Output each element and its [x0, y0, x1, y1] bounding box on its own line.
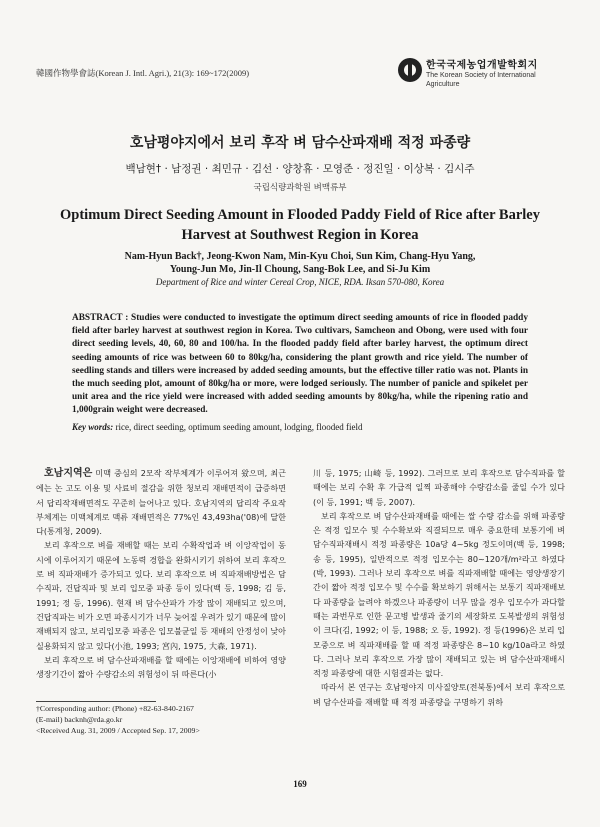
- abstract: ABSTRACT : Studies were conducted to investigate the optimum direct seeding amounts of rice in flooded paddy field after barley harvest at southwest region in Korea. Two cultivars, Samcheon and Obong, were used with four direct seeding levels, 40, 60, 80 and 100/ha. In the flooded paddy field after barley harvest, the optimum direct seeding amounts of rice was between 60 to 80kg/ha, considering the plant growth and rice yield. The number of seedling stands and tillers were increased by added seeding amounts, but the effective tiller ratio was not. Plants in the much seeding plot, amount of 80kg/ha or more, were lodged seriously. The number of panicle and spikelet per unit area and the rice yield were increased with added seeding amounts by 80kg/ha, while the ripening ratio and 1,000grain weight were decreased.: [72, 313, 528, 416]
- author-email: (E-mail) backnh@rda.go.kr: [36, 715, 123, 724]
- society-name-en: The Korean Society of International Agriculture: [426, 72, 536, 88]
- korean-title: 호남평야지에서 보리 후작 벼 담수산파재배 적정 파종량: [129, 135, 471, 151]
- body-column-left: [36, 466, 286, 681]
- society-block: [398, 56, 568, 96]
- journal-reference: 韓國作物學會誌(Korean J. Intl. Agri.), 21(3): 169~172(2009): [36, 68, 250, 78]
- body-paragraph: [36, 466, 286, 538]
- body-column-right: [313, 466, 565, 709]
- korean-authors: 백남현† · 남정권 · 최민규 · 김선 · 양창휴 · 모영준 · 정진일 · 이상복 · 김시주: [125, 163, 475, 175]
- keywords-label: Key words:: [72, 422, 114, 432]
- body-paragraph: 川 등, 1975; 山崎 등, 1992). 그러므로 보리 후작으로 담수직파를 할 때에는 보리 수확 후 가급적 일찍 파종해야 수량감소를 줄일 수가 있다(이 등, 1991; 백 등, 2007).: [313, 468, 565, 507]
- page-number: 169: [293, 779, 307, 789]
- english-authors-line-1: Nam-Hyun Back†, Jeong-Kwon Nam, Min-Kyu Choi, Sun Kim, Chang-Hyu Yang,: [124, 251, 476, 262]
- body-paragraph: 따라서 본 연구는 호남평야지 미사질양토(전북통)에서 보리 후작으로 벼 담수산파를 재배할 때 적정 파종량을 구명하기 위하: [313, 682, 565, 707]
- body-text: 미맥 중심의 2모작 작부체계가 이루어져 왔으며, 최근에는 논 고도 이용 및 사료비 절감을 위한 청보리 재배면적이 급증하면서 답리작재배면적도 꾸준히 늘어나고 있다. 호남지역의 답리작 주요작부체계는 미맥체계로 맥류 재배면적은 77%인 43,493ha('08)에 달한다(통계청, 2009).: [36, 468, 286, 537]
- english-title: Optimum Direct Seeding Amount in Flooded Paddy Field of Rice after Barley Harvest at Southwest Region in Korea: [60, 207, 540, 243]
- english-authors-line-2: Young-Jun Mo, Jin-Il Choung, Sang-Bok Lee, and Si-Ju Kim: [169, 264, 431, 275]
- lead-term: 호남지역은: [44, 468, 93, 479]
- footnote: [36, 703, 286, 736]
- society-logo-icon: [398, 58, 422, 82]
- english-affiliation: Department of Rice and winter Cereal Crop, NICE, RDA. Iksan 570-080, Korea: [155, 277, 445, 287]
- english-authors: [40, 250, 560, 276]
- received-accepted-dates: <Received Aug. 31, 2009 / Accepted Sep. 17, 2009>: [36, 726, 200, 735]
- korean-affiliation: 국립식량과학원 벼맥류부: [253, 183, 347, 193]
- corresponding-author: †Corresponding author: (Phone) +82-63-840-2167: [36, 704, 194, 713]
- keywords: [72, 421, 528, 433]
- footnote-divider: [36, 701, 156, 702]
- society-name-ko: 한국국제농업개발학회지: [426, 60, 538, 71]
- body-paragraph: 보리 후작으로 벼 담수산파재배를 할 때에는 이앙재배에 비하여 영양생장기간이 짧아 수량감소의 위험성이 뒤 따른다(小: [36, 654, 286, 680]
- body-paragraph: 보리 후작으로 벼 담수산파재배를 때에는 쌀 수량 감소를 위해 파종량은 적정 입모수 및 수수확보와 직결되므로 매우 중요한데 보통기에 벼 담수직파재배시 적정 파종량은 10a당 4~5kg 정도이며(백 등, 1998; 송 등, 1995), 일반적으로 적정 입모수는 80~120개/m²라고 하였다(박, 1993). 그러나 보리 후작으로 벼를 직파재배할 때에는 영양생장기간이 짧아 적정 입모수 및 수수를 확보하기 위해서는 보통기 직파재배보다 파종량을 늘려야 하겠으나 파종량이 너무 많을 경우 입모수가 과다할 때는 과번무로 인한 문고병 발생과 줄기의 세장화로 도복발생의 위험성이 크다(김, 1992; 이 등, 1988; 오 등, 1992). 정 등(1996)은 보리 입모중으로 벼 직파재배를 할 때 적정 파종량은 8~10 kg/10a라고 하였다. 그러나 보리 후작으로 가장 많이 재배되고 있는 벼 담수산파재배시 적정 파종량에 대한 시험결과는 없다.: [313, 510, 565, 679]
- body-paragraph: 보리 후작으로 벼를 재배할 때는 보리 수확작업과 벼 이앙작업이 동시에 이루어지기 때문에 노동력 경합을 완화시키기 위하여 보리 후작으로 벼 직파재배가 증가되고 있다. 보리 후작으로 벼 직파재배방법은 담수직파, 건답직파 및 보리 입모중 파종 등이 있다(백 등, 1998; 김 등, 1991; 정 등, 1996). 현재 벼 담수산파가 가장 많이 재배되고 있으며, 건답직파는 비가 오면 파종시기가 너무 늦어질 우려가 있기 때문에 많이 재배되지 않고, 보리입모중 파종은 입모불균일 등 재배의 안정성이 낮아 실용화되지 않고 있다(小池, 1993; 宮內, 1975, 大森, 1971).: [36, 540, 286, 651]
- keywords-text: rice, direct seeding, optimum seeding amount, lodging, flooded field: [115, 422, 363, 432]
